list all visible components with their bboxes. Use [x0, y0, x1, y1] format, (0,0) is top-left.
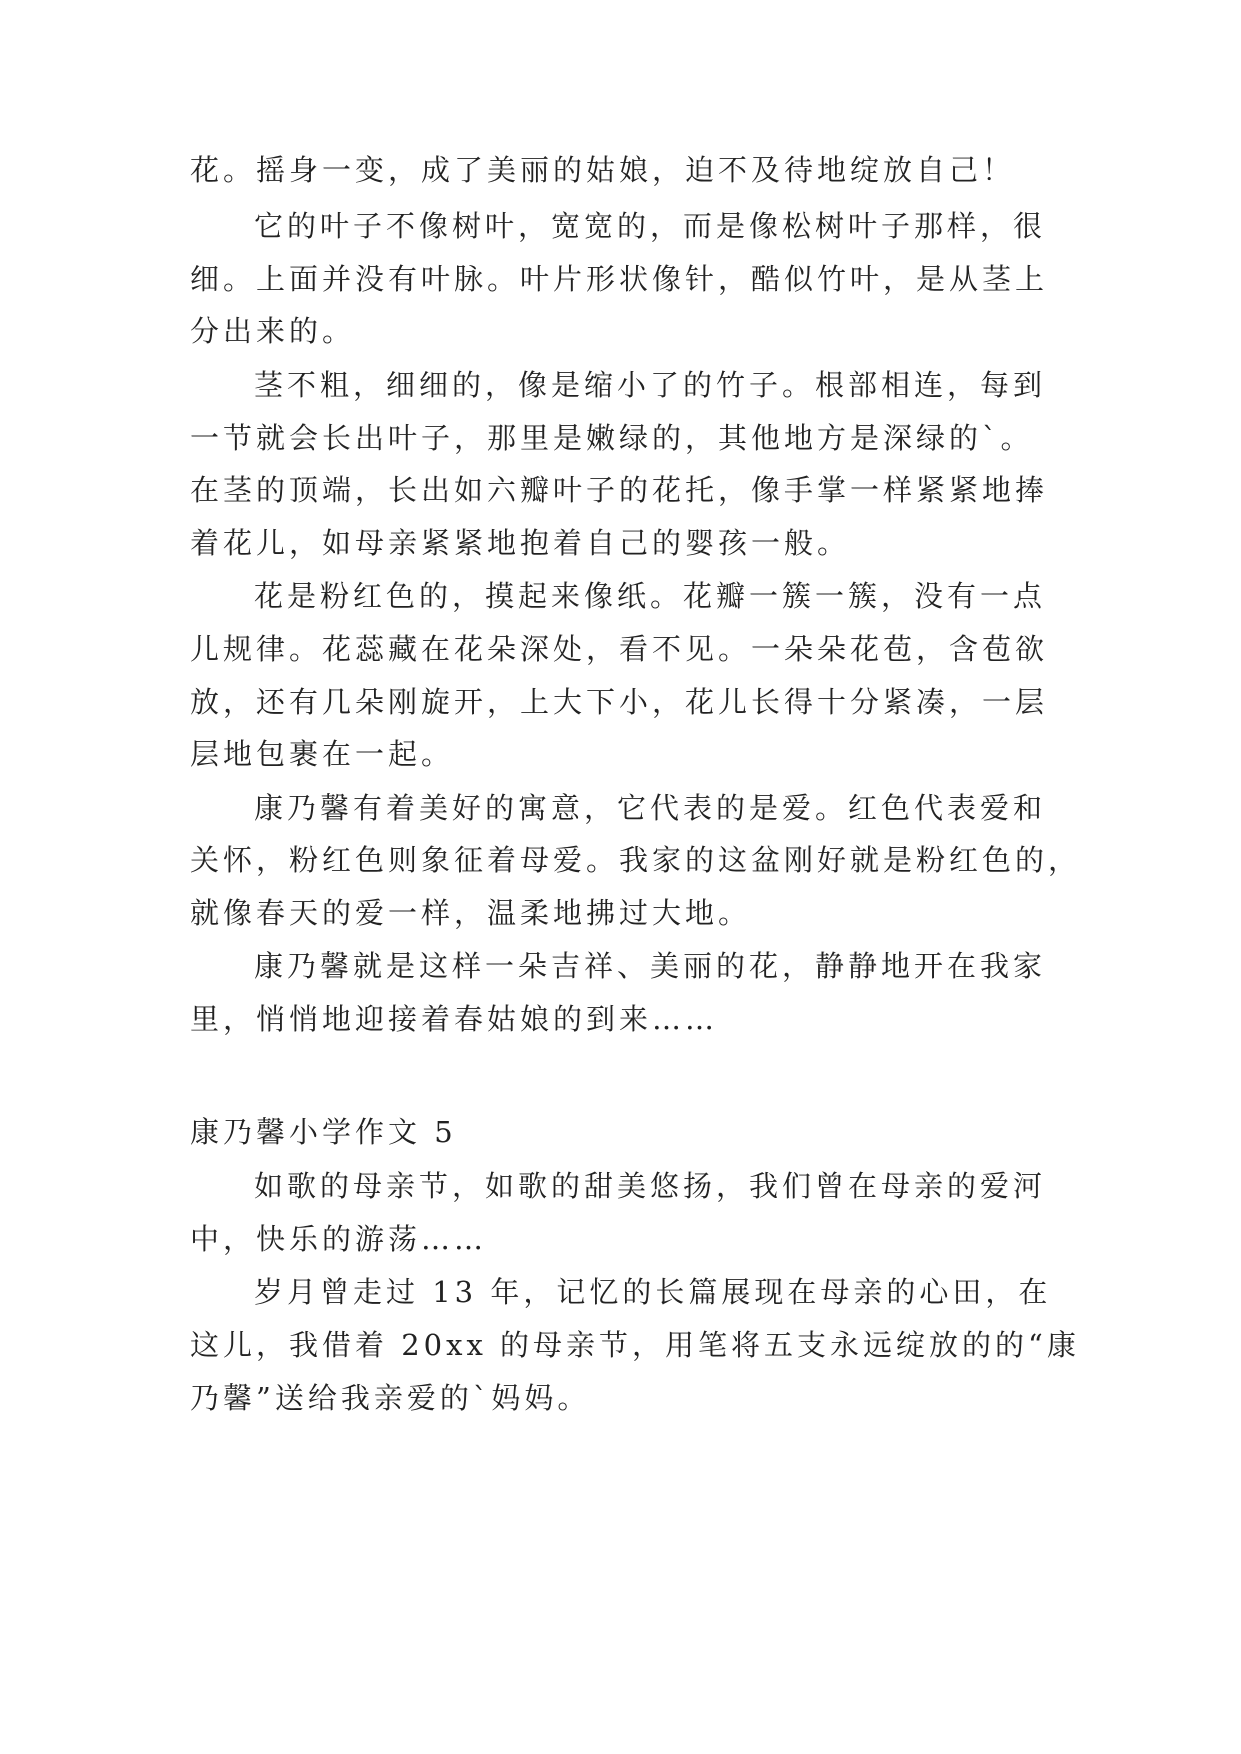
paragraph-line: 层地包裹在一起。 [190, 737, 455, 771]
paragraph-line: 在茎的顶端，长出如六瓣叶子的花托，像手掌一样紧紧地捧 [190, 473, 1049, 507]
paragraph-line: 里，悄悄地迎接着春姑娘的到来…… [190, 1002, 719, 1036]
paragraph-line: 一节就会长出叶子，那里是嫩绿的，其他地方是深绿的`。 [190, 421, 1034, 455]
paragraph-line: 花是粉红色的，摸起来像纸。花瓣一簇一簇，没有一点 [254, 579, 1047, 613]
paragraph-line: 岁月曾走过 13 年，记忆的长篇展现在母亲的心田，在 [254, 1275, 1052, 1309]
paragraph-line: 着花儿，如母亲紧紧地抱着自己的婴孩一般。 [190, 526, 851, 560]
paragraph-line: 关怀，粉红色则象征着母爱。我家的这盆刚好就是粉红色的， [190, 843, 1082, 877]
paragraph-line: 细。上面并没有叶脉。叶片形状像针，酷似竹叶，是从茎上 [190, 262, 1049, 296]
paragraph-line: 放，还有几朵刚旋开，上大下小，花儿长得十分紧凑，一层 [190, 685, 1049, 719]
paragraph-line: 分出来的。 [190, 314, 356, 348]
paragraph-line: 花。摇身一变，成了美丽的姑娘，迫不及待地绽放自己！ [190, 153, 1016, 187]
paragraph-line: 这儿，我借着 20xx 的母亲节，用笔将五支永远绽放的的“康 [190, 1328, 1080, 1362]
paragraph-line: 乃馨”送给我亲爱的`妈妈。 [190, 1381, 591, 1415]
paragraph-line: 它的叶子不像树叶，宽宽的，而是像松树叶子那样，很 [254, 209, 1047, 243]
paragraph-line: 康乃馨就是这样一朵吉祥、美丽的花，静静地开在我家 [254, 949, 1047, 983]
paragraph-line: 儿规律。花蕊藏在花朵深处，看不见。一朵朵花苞，含苞欲 [190, 632, 1049, 666]
section-title: 康乃馨小学作文 5 [190, 1115, 457, 1149]
paragraph-line: 如歌的母亲节，如歌的甜美悠扬，我们曾在母亲的爱河 [254, 1169, 1047, 1203]
paragraph-line: 康乃馨有着美好的寓意，它代表的是爱。红色代表爱和 [254, 791, 1047, 825]
paragraph-line: 就像春天的爱一样，温柔地拂过大地。 [190, 896, 752, 930]
paragraph-line: 中，快乐的游荡…… [190, 1222, 488, 1256]
paragraph-line: 茎不粗，细细的，像是缩小了的竹子。根部相连，每到 [254, 368, 1047, 402]
